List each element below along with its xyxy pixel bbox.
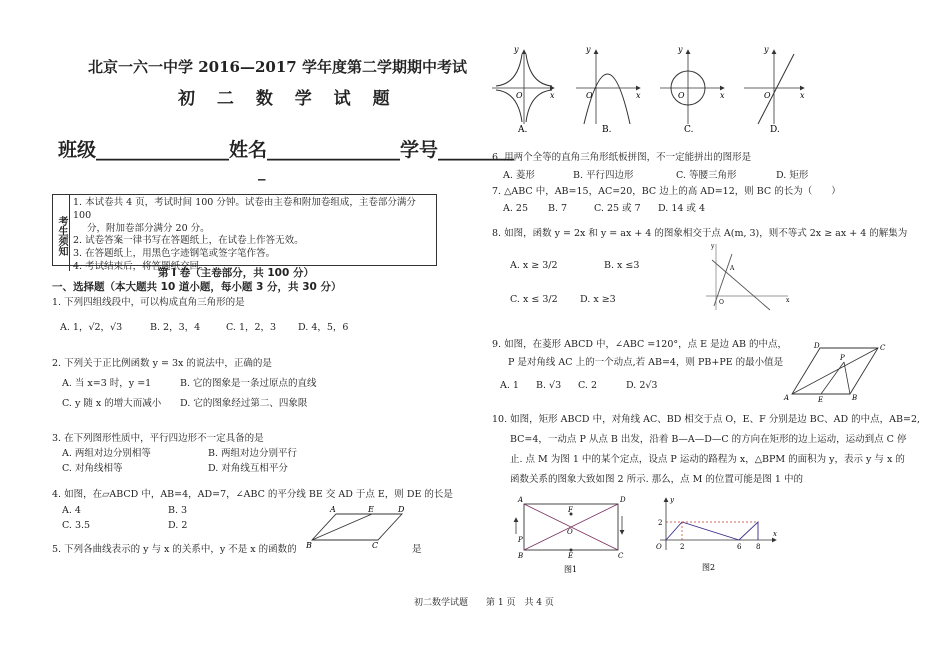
q2-stem: 2. 下列关于正比例函数 y = 3x 的说法中，正确的是 [52,358,272,369]
q4-option-d: D. 2 [168,520,188,531]
q1-stem: 1. 下列四组线段中，可以构成直角三角形的是 [52,297,245,308]
q6-stem: 6. 用两个全等的直角三角形纸板拼图，不一定能拼出的图形是 [492,152,752,163]
q8-stem: 8. 如图，函数 y = 2x 和 y = ax + 4 的图象相交于点 A(m, 3)，则不等式 2x ≥ ax + 4 的解集为 [492,228,908,239]
q5-graph-b [576,45,641,135]
q5-a-x-label: x [550,91,555,100]
q5-d-x-label: x [800,91,805,100]
q5-b-y-label: y [586,45,591,54]
q8-x-label: x [786,297,790,304]
q7-option-c: C. 25 或 7 [594,203,641,214]
q5-graph-c-label: C. [684,125,694,135]
q10-line3: 止. 点 M 为图 1 中的某个定点，设点 P 运动的路程为 x，△BPM 的面积为 y，表示 y 与 x 的 [510,454,905,465]
notice-label: 考生须知 [53,195,70,271]
q1-option-a: A. 1，√2，√3 [60,322,123,333]
q9-label-c: C [880,344,886,352]
q10-fig1-label-e: E [568,552,574,560]
q5-c-y-label: y [678,45,683,54]
q5-c-origin: O [678,91,685,100]
q6-option-d: D. 矩形 [776,170,809,181]
q4-label-a: A [330,505,336,514]
q9-label-d: D [814,342,820,350]
q10-fig1-label-o: O [567,528,573,536]
q4-stem: 4. 如图，在▱ABCD 中，AB=4，AD=7，∠ABC 的平分线 BE 交 AD 于点 E，则 DE 的长是 [52,489,453,500]
q8-option-c: C. x ≤ 3/2 [510,294,558,305]
q3-option-a: A. 两组对边分别相等 [62,448,151,459]
q9-label-e: E [818,396,824,402]
q5-stem: 5. 下列各曲线表示的 y 与 x 的关系中，y 不是 x 的函数的 [52,544,297,555]
notice-item: 2. 试卷答案一律书写在答题纸上，在试卷上作答无效。 [73,235,304,247]
q8-option-d: D. x ≥3 [580,294,616,305]
q5-graph-b-label: B. [602,125,612,135]
q5-a-origin: O [516,91,523,100]
q8-option-b: B. x ≤3 [604,260,640,271]
q10-fig2-x-label: x [773,530,777,538]
q8-function-figure [702,240,792,312]
q9-option-a: A. 1 [500,380,519,391]
q5-graph-a [492,45,555,135]
q1-option-d: D. 4，5，6 [298,322,349,333]
q4-option-a: A. 4 [62,505,81,516]
q5-stem-tail: 是 [412,544,422,555]
q9-stem-line2: P 是对角线 AC 上的一个动点,若 AB=4，则 PB+PE 的最小值是 [508,357,784,368]
q4-label-e: E [368,505,374,514]
q5-graph-a-label: A. [518,125,528,135]
q7-stem: 7. △ABC 中，AB=15，AC=20，BC 边上的高 AD=12，则 BC 的长为（ ） [492,186,841,197]
q9-label-p: P [840,354,845,362]
q10-fig2-y-label: y [670,496,674,504]
q6-option-c: C. 等腰三角形 [676,170,737,181]
q10-fig1-caption: 图1 [564,565,578,574]
q9-option-b: B. √3 [536,380,562,391]
part1-title: 第 I 卷（主卷部分，共 100 分） [158,267,314,279]
q4-option-b: B. 3 [168,505,188,516]
q2-option-d: D. 它的图象经过第二、四象限 [180,398,308,409]
q10-line4: 函数关系的图象大致如图 2 所示. 那么，点 M 的位置可能是图 1 中的 [510,474,803,485]
q2-option-c: C. y 随 x 的增大而减小 [62,398,162,409]
q3-option-c: C. 对角线相等 [62,463,123,474]
q8-y-label: y [711,243,715,250]
q1-option-c: C. 1，2，3 [226,322,277,333]
exam-title: 北京一六一中学 2016—2017 学年度第二学期期中考试 [88,58,467,76]
q7-option-a: A. 25 [503,203,528,214]
q6-option-a: A. 菱形 [503,170,535,181]
q4-label-c: C [372,541,379,550]
notice-item: 1. 本试卷共 4 页，考试时间 100 分钟。试卷由主卷和附加卷组成，主卷部分满分 100 [73,197,416,221]
q5-graph-c [660,45,725,135]
q5-c-x-label: x [720,91,725,100]
q5-d-origin: O [764,91,771,100]
page-footer: 初二数学试题 第 1 页 共 4 页 [414,598,554,608]
notice-item: 4. 考试结束后，将答题纸交回。 [73,261,209,273]
q8-option-a: A. x ≥ 3/2 [510,260,558,271]
q10-fig1-label-b: B [518,552,524,560]
q9-label-b: B [852,394,858,402]
q10-fig1-label-d: D [620,496,626,504]
q9-option-d: D. 2√3 [626,380,658,391]
q9-rhombus-figure [780,340,890,402]
class-name-id-line: 班级______________姓名______________学号________ [58,139,515,161]
q4-label-b: B [306,541,312,550]
q3-option-d: D. 对角线互相平分 [208,463,288,474]
q10-fig1-label-f: F [568,506,573,514]
q10-fig2-y-tick-2: 2 [658,519,663,527]
q10-fig2-origin: O [656,543,662,551]
q5-d-y-label: y [764,45,769,54]
notice-item: 3. 在答题纸上，用黑色字迹钢笔或签字笔作答。 [73,248,276,260]
class-line-tail: _ [258,163,266,181]
q4-option-c: C. 3.5 [62,520,91,531]
q5-graph-d [744,45,805,135]
q10-fig1-label-p: P [518,536,523,544]
q10-fig2-x-tick-8: 8 [756,543,761,551]
q10-figure1-rectangle [508,494,632,574]
q10-figure2-graph [652,494,782,574]
q7-option-b: B. 7 [548,203,568,214]
notice-item: 分，附加卷部分满分 20 分。 [87,222,210,234]
q10-fig1-label-c: C [618,552,624,560]
section1-title: 一、选择题（本大题共 10 道小题，每小题 3 分，共 30 分） [52,281,342,293]
q3-stem: 3. 在下列图形性质中，平行四边形不一定具备的是 [52,433,264,444]
q9-stem-line1: 9. 如图，在菱形 ABCD 中，∠ABC =120°，点 E 是边 AB 的中点， [492,339,787,350]
q10-fig2-x-tick-2: 2 [680,543,685,551]
q10-fig1-label-a: A [518,496,524,504]
q3-option-b: B. 两组对边分别平行 [208,448,298,459]
q8-a-label: A [730,265,735,272]
q9-label-a: A [784,394,790,402]
q2-option-a: A. 当 x=3 时，y =1 [62,378,152,389]
q4-label-d: D [398,505,405,514]
q10-fig2-caption: 图2 [702,563,716,572]
exam-subtitle: 初 二 数 学 试 题 [178,89,398,109]
q10-fig2-x-tick-6: 6 [737,543,742,551]
q2-option-b: B. 它的图象是一条过原点的直线 [180,378,317,389]
q5-a-y-label: y [514,45,519,54]
q4-parallelogram-figure [306,502,416,554]
q5-graphs [488,44,808,136]
q10-line1: 10. 如图，矩形 ABCD 中，对角线 AC、BD 相交于点 O，E、F 分别是边 BC、AD 的中点，AB=2, [492,414,921,425]
q5-graph-d-label: D. [770,125,780,135]
q6-option-b: B. 平行四边形 [573,170,634,181]
q10-line2: BC=4，一动点 P 从点 B 出发，沿着 B—A—D—C 的方向在矩形的边上运动，运动到点 C 停 [510,434,907,445]
q5-b-x-label: x [636,91,641,100]
q7-option-d: D. 14 或 4 [658,203,705,214]
q1-option-b: B. 2，3，4 [150,322,201,333]
q9-option-c: C. 2 [578,380,598,391]
q5-b-origin: O [586,91,593,100]
q8-origin-label: O [719,299,724,306]
